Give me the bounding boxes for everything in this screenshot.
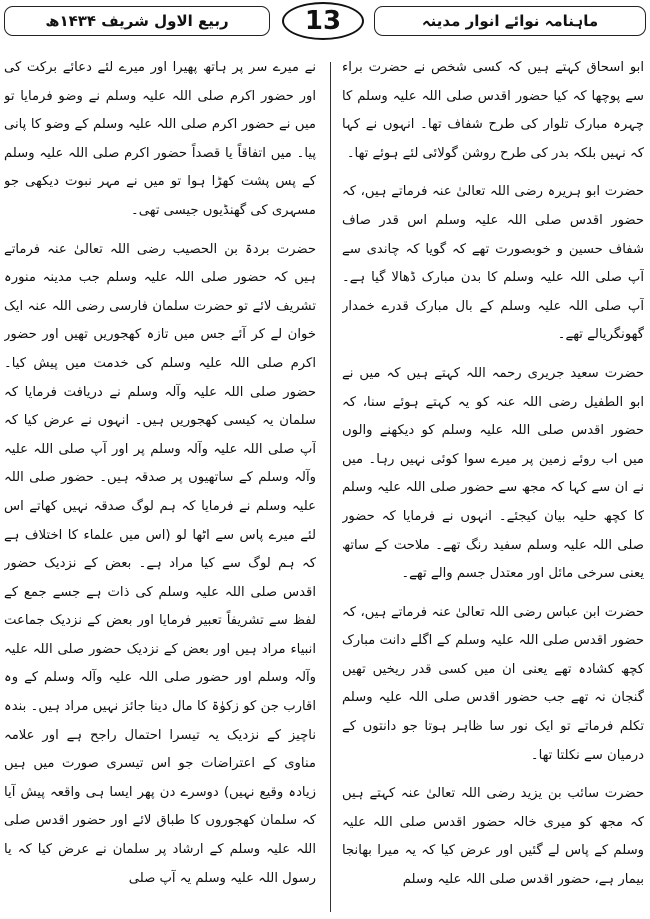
header-magazine-title-box	[374, 6, 646, 36]
header-magazine-title: ماہنامہ نوائے انوار مدینہ	[421, 12, 599, 30]
left-text-column	[4, 54, 316, 916]
right-paragraph-3: حضرت سعید جریری رحمہ اللہ کہتے ہیں کہ میں نے ابو الطفیل رضی اللہ عنہ کو یہ کہتے ہوئے سنا، کہ حضور اقدس صلی اللہ علیہ وسلم کو دیکھنے والوں میں اب روئے زمین پر میرے سوا کوئی نہیں رہا۔ میں نے ان سے کہا کہ مجھ سے حضور صلی اللہ علیہ وسلم کا کچھ حلیہ بیان کیجئے۔ انہوں نے فرمایا کہ حضور صلی اللہ علیہ وسلم سفید رنگ تھے۔ ملاحت کے ساتھ یعنی سرخی مائل اور معتدل جسم والے تھے۔	[342, 365, 644, 582]
header-date: ربیع الاول شریف ۱۴۳۴ھ	[45, 12, 229, 30]
right-paragraph-2: حضرت ابو ہریرہ رضی اللہ تعالیٰ عنہ فرماتے ہیں، کہ حضور اقدس صلی اللہ علیہ وسلم اس قدر صاف شفاف حسین و خوبصورت تھے کہ گویا کہ چاندی سے آپ صلی اللہ علیہ وسلم کا بدن مبارک ڈھالا گیا ہے۔ آپ صلی اللہ علیہ وسلم کے بال مبارک قدرے خمدار گھونگریالے تھے۔	[342, 184, 644, 343]
right-paragraph-5: حضرت سائب بن یزید رضی اللہ تعالیٰ عنہ کہتے ہیں کہ مجھ کو میری خالہ حضور اقدس صلی اللہ علیہ وسلم کے پاس لے گئیں اور عرض کیا کہ یہ میرا بھانجا بیمار ہے، حضور اقدس صلی اللہ علیہ وسلم	[342, 786, 644, 888]
column-divider	[330, 62, 331, 912]
page-number-oval	[282, 2, 364, 40]
left-paragraph-2: حضرت بردۃ بن الحصیب رضی اللہ تعالیٰ عنہ فرماتے ہیں کہ حضور صلی اللہ علیہ وسلم جب مدینہ منورہ تشریف لائے تو حضرت سلمان فارسی رضی اللہ عنہ ایک خوان لے کر آئے جس میں تازہ کھجوریں تھیں اور حضور اکرم صلی اللہ علیہ وسلم کی خدمت میں پیش کیا۔ حضور صلی اللہ علیہ وآلہ وسلم نے دریافت فرمایا کہ سلمان یہ کیسی کھجوریں ہیں۔ انہوں نے عرض کیا کہ آپ صلی اللہ علیہ وآلہ وسلم پر اور آپ صلی اللہ علیہ وآلہ وسلم کے ساتھیوں پر صدقہ ہیں۔ حضور صلی اللہ علیہ وسلم نے فرمایا کہ ہم لوگ صدقہ نہیں کھاتے اس لئے میرے پاس سے اٹھا لو (اس میں علماء کا اختلاف ہے کہ ہم لوگ سے کیا مراد ہے۔ بعض کے نزدیک حضور اقدس صلی اللہ علیہ وسلم کی ذات ہے جسے جمع کے لفظ سے تشریفاً تعبیر فرمایا اور بعض کے نزدیک جماعت انبیاء مراد ہیں اور بعض کے نزدیک حضور صلی اللہ علیہ وآلہ وسلم اور حضور صلی اللہ علیہ وآلہ وسلم کے وہ اقارب جن کو زکوٰۃ کا مال دینا جائز نہیں مراد ہیں۔ بندہ ناچیز کے نزدیک یہ تیسرا احتمال راجح ہے اور علامہ مناوی کے اعتراضات جو اس تیسری صورت میں ہیں زیادہ وقیع نہیں) دوسرے دن پھر ایسا ہی واقعہ پیش آیا کہ سلمان کھجوروں کا طباق لائے اور حضور اقدس صلی اللہ علیہ وسلم کے ارشاد پر سلمان نے عرض کیا کہ یا رسول اللہ علیہ وسلم یہ آپ صلی	[4, 241, 316, 886]
right-paragraph-1: ابو اسحاق کہتے ہیں کہ کسی شخص نے حضرت براء سے پوچھا کہ کیا حضور اقدس صلی اللہ علیہ وسلم کا چہرہ مبارک تلوار کی طرح شفاف تھا۔ انہوں نے کہا کہ نہیں بلکہ بدر کی طرح روشن گولائی لئے ہوئے تھا۔	[342, 60, 644, 161]
right-text-column	[342, 54, 644, 916]
left-paragraph-1: نے میرے سر پر ہاتھ پھیرا اور میرے لئے دعائے برکت کی اور حضور اکرم صلی اللہ علیہ وسلم نے وضو فرمایا تو میں نے حضور اکرم صلی اللہ علیہ وسلم کے وضو کا پانی پیا۔ میں اتفاقاً یا قصداً حضور اکرم صلی اللہ علیہ وسلم کے پس پشت کھڑا ہوا تو میں نے مہر نبوت دیکھی جو مسہری کی گھنڈیوں جیسی تھی۔	[4, 60, 316, 218]
header-date-box	[4, 6, 270, 36]
page-number: 13	[304, 6, 342, 36]
right-paragraph-4: حضرت ابن عباس رضی اللہ تعالیٰ عنہ فرماتے ہیں، کہ حضور اقدس صلی اللہ علیہ وسلم کے اگلے دانت مبارک کچھ کشادہ تھے یعنی ان میں کسی قدر ریخیں تھیں گنجان نہ تھے جب حضور اقدس صلی اللہ علیہ وسلم تکلم فرماتے تو ایک نور سا ظاہر ہوتا جو دانتوں کے درمیان سے نکلتا تھا۔	[342, 604, 644, 763]
